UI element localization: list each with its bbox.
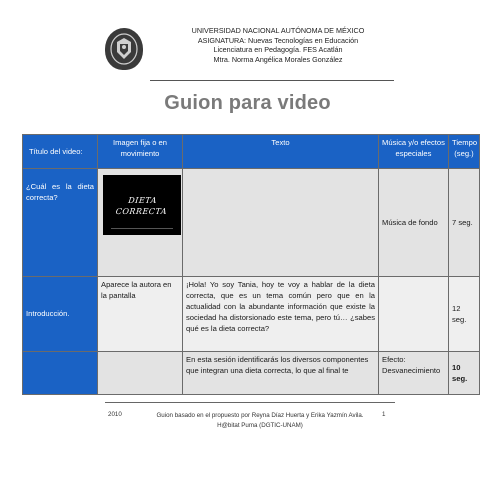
teacher-name: Mtra. Norma Angélica Morales González — [213, 54, 343, 64]
document-header — [105, 26, 405, 76]
column-header-text: Texto — [183, 135, 379, 169]
row-text: ¡Hola! Yo soy Tania, hoy te voy a hablar de la dieta correcta, que es un tema común pero que en la actualidad con la abundante información que existe la sociedad ha distorsionado este tema, pero tú… ¿sabes qué es la dieta correcta? — [183, 277, 379, 352]
row-text — [183, 169, 379, 277]
row-title: Introducción. — [23, 277, 98, 352]
video-thumbnail — [103, 175, 181, 235]
row-title: ¿Cuál es la dieta correcta? — [23, 169, 98, 277]
footer-divider — [105, 402, 395, 403]
row-music: Música de fondo — [379, 169, 449, 277]
header-text — [153, 26, 403, 64]
table-row — [23, 352, 480, 395]
thumbnail-caption: DIETA CORRECTA — [115, 196, 168, 216]
row-image: Aparece la autora en la pantalla — [98, 277, 183, 352]
row-title — [23, 352, 98, 395]
row-music — [379, 277, 449, 352]
page-title: Guion para video — [164, 92, 331, 114]
table-header-row — [23, 135, 480, 169]
row-music: Efecto: Desvanecimiento — [379, 352, 449, 395]
row-time: 7 seg. — [449, 169, 480, 277]
thumbnail-progress-line — [111, 228, 173, 229]
column-header-image: Imagen fija o en movimiento — [98, 135, 183, 169]
row-image — [98, 169, 183, 277]
header-divider — [150, 80, 394, 81]
row-time: 10 seg. — [449, 352, 480, 395]
row-time: 12 seg. — [449, 277, 480, 352]
row-image — [98, 352, 183, 395]
column-header-time: Tiempo (seg.) — [449, 135, 480, 169]
footer-source-line: H@bitat Puma (DGTIC-UNAM) — [217, 422, 303, 429]
footer-credit-line: Guion basado en el propuesto por Reyna Díaz Huerta y Erika Yazmín Avila. — [156, 412, 364, 419]
table-row — [23, 169, 480, 277]
unam-seal-icon — [105, 28, 143, 70]
university-name: UNIVERSIDAD NACIONAL AUTÓNOMA DE MÉXICO — [191, 26, 365, 35]
footer-credits — [150, 411, 370, 431]
column-header-title: Título del video: — [23, 135, 98, 169]
footer-year: 2010 — [108, 411, 122, 418]
table-row — [23, 277, 480, 352]
row-text: En esta sesión identificarás los diversos componentes que integran una dieta correcta, lo que al final te — [183, 352, 379, 395]
column-header-music: Música y/o efectos especiales — [379, 135, 449, 169]
script-table — [22, 134, 480, 395]
page-number: 1 — [382, 411, 386, 418]
program-name: Licenciatura en Pedagogía. FES Acatlán — [213, 45, 343, 55]
course-name: ASIGNATURA: Nuevas Tecnologías en Educación — [197, 35, 359, 45]
